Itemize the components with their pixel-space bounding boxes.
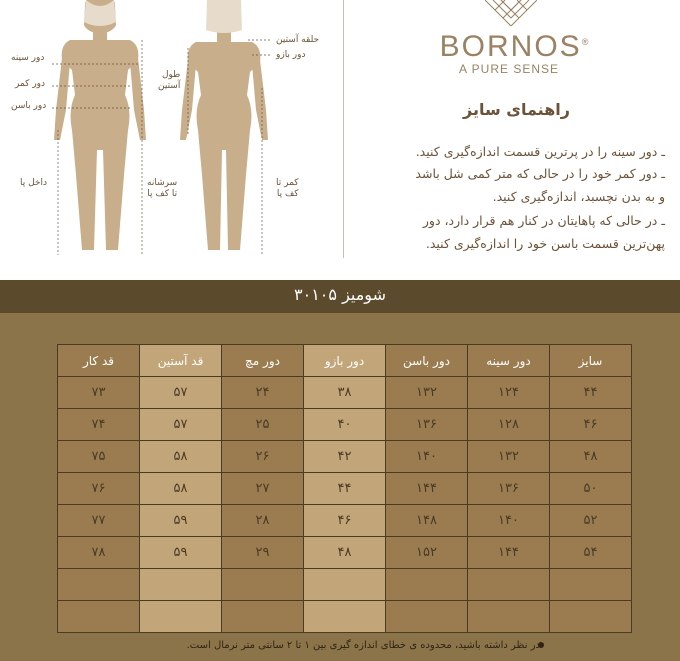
- table-cell: ۲۴: [222, 377, 304, 409]
- header-hips: دور باسن: [386, 345, 468, 377]
- table-cell: [386, 601, 468, 633]
- header-length: قد کار: [58, 345, 140, 377]
- table-cell: ۱۴۴: [468, 537, 550, 569]
- table-row: [58, 441, 632, 473]
- back-body-figure: [180, 0, 268, 250]
- size-guide-title: راهنمای سایز: [463, 100, 570, 119]
- table-cell: ۵۸: [140, 473, 222, 505]
- header-wrist: دور مچ: [222, 345, 304, 377]
- table-row: [58, 409, 632, 441]
- table-cell: [550, 569, 632, 601]
- label-shoulder-to-foot: سرشانه تا کف پا: [147, 178, 178, 199]
- table-cell: ۱۳۲: [468, 441, 550, 473]
- label-inseam: داخل پا: [20, 178, 47, 188]
- table-cell: ۴۴: [304, 473, 386, 505]
- table-cell: ۵۹: [140, 505, 222, 537]
- table-cell: ۷۶: [58, 473, 140, 505]
- table-cell: ۵۰: [550, 473, 632, 505]
- table-cell: ۷۳: [58, 377, 140, 409]
- instruction-line: پهن‌ترین قسمت باسن خود را اندازه‌گیری کنید.: [425, 236, 665, 251]
- label-chest: دور سینه: [11, 53, 45, 63]
- table-cell: ۲۶: [222, 441, 304, 473]
- table-cell: ۱۴۸: [386, 505, 468, 537]
- label-waist-to-foot: کمر تا کف پا: [276, 178, 299, 199]
- table-cell: ۱۵۲: [386, 537, 468, 569]
- table-cell: ۱۳۲: [386, 377, 468, 409]
- table-cell: ۱۲۸: [468, 409, 550, 441]
- table-cell: ۱۴۰: [468, 505, 550, 537]
- table-row: [58, 569, 632, 601]
- table-row: [58, 377, 632, 409]
- size-guide-header: [0, 0, 680, 280]
- table-cell: [550, 601, 632, 633]
- table-cell: [386, 569, 468, 601]
- table-cell: ۷۴: [58, 409, 140, 441]
- table-cell: [468, 601, 550, 633]
- table-row: [58, 601, 632, 633]
- table-cell: [140, 601, 222, 633]
- table-cell: ۴۶: [304, 505, 386, 537]
- label-waist: دور کمر: [15, 79, 46, 89]
- table-cell: ۵۷: [140, 409, 222, 441]
- back-hair: [206, 0, 242, 33]
- table-cell: ۵۷: [140, 377, 222, 409]
- footnote: در نظر داشته باشید، محدوده ی خطای اندازه گیری بین ۱ تا ۲ سانتی متر نرمال است.: [186, 640, 540, 651]
- label-hips: دور باسن: [11, 101, 47, 111]
- size-table: [57, 344, 632, 633]
- table-cell: ۵۴: [550, 537, 632, 569]
- header-arm: دور بازو: [304, 345, 386, 377]
- label-sleeve-ring: حلقه آستین: [276, 35, 320, 45]
- table-header-row: [58, 345, 632, 377]
- table-cell: [58, 601, 140, 633]
- table-cell: ۲۹: [222, 537, 304, 569]
- table-cell: [222, 569, 304, 601]
- brand-tagline: A PURE SENSE: [458, 62, 560, 76]
- bornos-logo-icon: [485, 0, 537, 26]
- table-cell: ۷۸: [58, 537, 140, 569]
- table-cell: ۷۵: [58, 441, 140, 473]
- label-arm: دور بازو: [276, 50, 306, 60]
- table-cell: ۴۴: [550, 377, 632, 409]
- instruction-line: و به بدن نچسبد، اندازه‌گیری کنید.: [492, 189, 665, 204]
- table-cell: ۵۹: [140, 537, 222, 569]
- table-cell: ۴۶: [550, 409, 632, 441]
- table-cell: [222, 601, 304, 633]
- table-cell: ۴۸: [304, 537, 386, 569]
- table-row: [58, 505, 632, 537]
- product-title: شومیز ۳۰۱۰۵: [294, 285, 386, 304]
- table-cell: ۱۲۴: [468, 377, 550, 409]
- table-cell: ۲۷: [222, 473, 304, 505]
- table-cell: ۱۴۰: [386, 441, 468, 473]
- header-size: سایز: [550, 345, 632, 377]
- header-chest: دور سینه: [468, 345, 550, 377]
- table-cell: ۱۴۴: [386, 473, 468, 505]
- table-cell: ۴۸: [550, 441, 632, 473]
- instruction-line: ـ دور کمر خود را در حالی که متر کمی شل باشد: [415, 166, 665, 181]
- table-cell: ۷۷: [58, 505, 140, 537]
- table-cell: [304, 569, 386, 601]
- table-cell: ۱۳۶: [386, 409, 468, 441]
- table-cell: ۵۲: [550, 505, 632, 537]
- table-row: [58, 473, 632, 505]
- instruction-line: ـ در حالی که پاهایتان در کنار هم قرار دارد، دور: [422, 213, 665, 228]
- table-cell: ۴۰: [304, 409, 386, 441]
- header-sleeve-length: قد آستین: [140, 345, 222, 377]
- instruction-line: ـ دور سینه را در پرترین قسمت اندازه‌گیری کنید.: [415, 144, 665, 159]
- table-cell: ۱۳۶: [468, 473, 550, 505]
- table-cell: [58, 569, 140, 601]
- brand-name: BORNOS®: [439, 30, 589, 63]
- table-cell: [140, 569, 222, 601]
- table-cell: ۵۸: [140, 441, 222, 473]
- table-cell: ۲۵: [222, 409, 304, 441]
- table-cell: [304, 601, 386, 633]
- label-sleeve-length: طول آستین: [158, 70, 181, 91]
- table-cell: ۳۸: [304, 377, 386, 409]
- table-cell: ۴۲: [304, 441, 386, 473]
- front-body-figure: [54, 0, 146, 250]
- table-row: [58, 537, 632, 569]
- table-cell: [468, 569, 550, 601]
- table-cell: ۲۸: [222, 505, 304, 537]
